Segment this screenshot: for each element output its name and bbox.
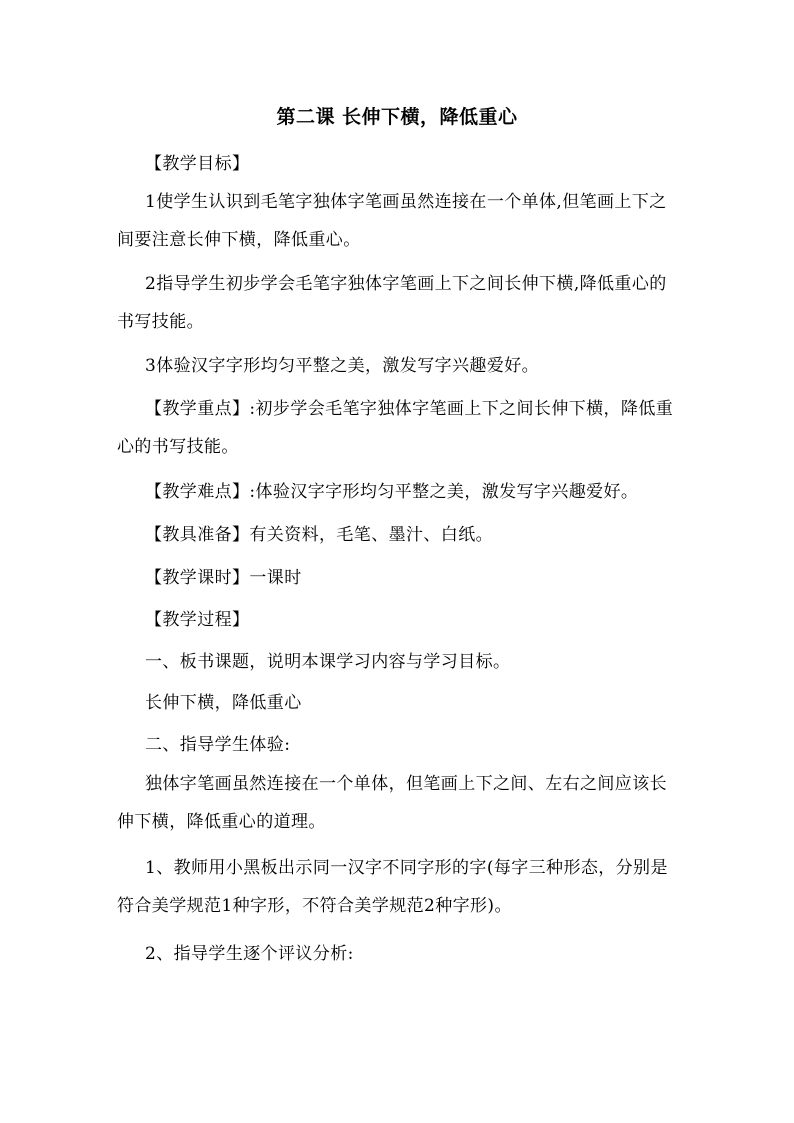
heading-teaching-goals: 【教学目标】	[145, 154, 250, 174]
sub-step-1-paragraph: 1、教师用小黑板出示同一汉字不同字形的字(每字三种形态，分别是符合美学规范1种字形，不符合美学规范2种字形)。	[117, 858, 668, 916]
sub-step-2-paragraph: 2、指导学生逐个评议分析:	[145, 944, 354, 964]
board-title-paragraph: 长伸下横，降低重心	[145, 693, 302, 713]
goal-1-paragraph: 1使学生认识到毛笔字独体字笔画虽然连接在一个单体,但笔画上下之间要注意长伸下横，降低重心。	[117, 192, 667, 250]
teaching-difficulty-paragraph: 【教学难点】:体验汉字字形均匀平整之美，激发写字兴趣爱好。	[145, 482, 639, 502]
goal-2-paragraph: 2指导学生初步学会毛笔字独体字笔画上下之间长伸下横,降低重心的书写技能。	[117, 274, 667, 332]
step-2-paragraph: 二、指导学生体验:	[145, 735, 291, 755]
teaching-focus-paragraph: 【教学重点】:初步学会毛笔字独体字笔画上下之间长伸下横，降低重心的书写技能。	[117, 399, 674, 457]
step-1-paragraph: 一、板书课题，说明本课学习内容与学习目标。	[145, 652, 511, 672]
teaching-materials-paragraph: 【教具准备】有关资料，毛笔、墨汁、白纸。	[145, 525, 493, 545]
principle-paragraph: 独体字笔画虽然连接在一个单体，但笔画上下之间、左右之间应该长伸下横，降低重心的道理。	[117, 774, 667, 832]
teaching-hours-paragraph: 【教学课时】一课时	[145, 568, 302, 588]
goal-3-paragraph: 3体验汉字字形均匀平整之美，激发写字兴趣爱好。	[145, 356, 540, 376]
heading-teaching-process: 【教学过程】	[145, 610, 250, 630]
lesson-title: 第二课 长伸下横，降低重心	[276, 106, 518, 128]
